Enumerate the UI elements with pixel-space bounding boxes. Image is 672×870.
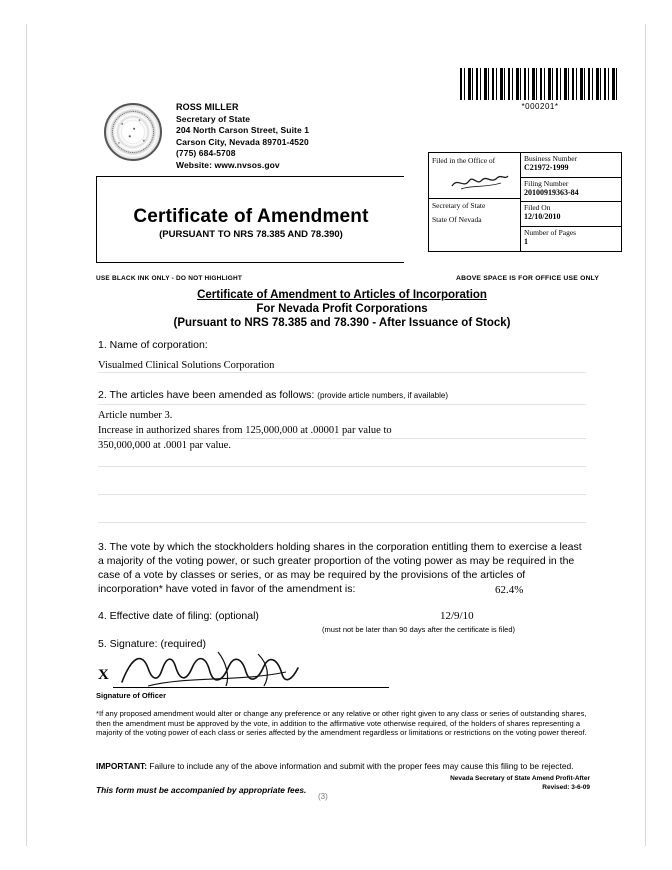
office-use-left	[429, 153, 521, 251]
amendment-line-3: 350,000,000 at .0001 par value.	[98, 440, 231, 451]
effective-date-value: 12/9/10	[440, 610, 474, 622]
form-heading-line-3: (Pursuant to NRS 78.385 and 78.390 - After Issuance of Stock)	[173, 317, 511, 329]
stray-page-mark: (3)	[318, 792, 328, 801]
state-of-nevada-label: State Of Nevada	[432, 215, 482, 224]
filing-number-label: Filing Number	[524, 178, 569, 188]
fees-note: This form must be accompanied by appropriate fees.	[96, 785, 307, 795]
filed-on-label: Filed On	[524, 203, 551, 212]
address-line-1: 204 North Carson Street, Suite 1	[176, 125, 310, 135]
officer-signature	[118, 646, 398, 692]
item-4-label: 4. Effective date of filing: (optional)	[98, 610, 259, 622]
state-seal-icon	[104, 103, 162, 161]
seal-texture	[106, 105, 160, 159]
ink-instruction-note: USE BLACK INK ONLY - DO NOT HIGHLIGHT	[96, 275, 243, 282]
item-2-label: 2. The articles have been amended as follows:	[98, 389, 315, 401]
number-of-pages-value: 1	[524, 236, 528, 246]
office-use-box	[428, 152, 622, 252]
guide-line	[98, 494, 586, 495]
title-rule-top	[96, 176, 404, 177]
form-heading-line-1: Certificate of Amendment to Articles of Incorporation	[197, 289, 487, 301]
item-5-label: 5. Signature: (required)	[98, 638, 206, 650]
guide-line	[98, 438, 586, 439]
document-subtitle: (PURSUANT TO NRS 78.385 AND 78.390)	[159, 229, 343, 240]
barcode-bars	[460, 68, 620, 100]
important-notice	[96, 761, 590, 772]
filing-number-value: 20100919363-84	[524, 187, 579, 197]
item-1-label: 1. Name of corporation:	[98, 339, 208, 351]
form-heading-line-2: For Nevada Profit Corporations	[256, 303, 428, 315]
filing-field-row	[521, 153, 621, 178]
vote-percentage-value: 62.4%	[495, 584, 524, 596]
filing-field-row	[521, 227, 621, 252]
amendment-text	[98, 408, 392, 453]
website: Website: www.nvsos.gov	[176, 159, 280, 170]
important-label: IMPORTANT:	[96, 761, 148, 771]
guide-line	[98, 372, 586, 373]
office-left-divider	[429, 198, 520, 199]
office-use-note: ABOVE SPACE IS FOR OFFICE USE ONLY	[456, 275, 600, 282]
document-title: Certificate of Amendment	[133, 206, 369, 227]
item-3-text: 3. The vote by which the stockholders holding shares in the corporation entitling them to exercise a least a majority of the voting power, or such greater proportion of the voting power as may be required in the case of a vote by classes or series, or as may be required by the provisions of the articles of incorporation* have voted in favor of the amendment is:	[98, 541, 582, 595]
phone-number: (775) 684-5708	[176, 148, 236, 158]
signature-line	[113, 687, 389, 688]
page-edge-left	[26, 24, 27, 846]
officer-name: ROSS MILLER	[176, 102, 239, 112]
address-line-2: Carson City, Nevada 89701-4520	[176, 136, 309, 147]
amendment-line-1: Article number 3.	[98, 410, 173, 421]
filed-in-office-of-label: Filed in the Office of	[432, 156, 496, 165]
number-of-pages-label: Number of Pages	[524, 227, 577, 237]
item-2-row	[98, 388, 448, 403]
item-4-note: (must not be later than 90 days after the certificate is filed)	[322, 625, 516, 634]
revision-block	[448, 775, 590, 792]
agency-block	[176, 102, 309, 171]
revision-line-1: Nevada Secretary of State Amend Profit-After	[450, 775, 590, 782]
guide-line	[98, 404, 586, 405]
signature-caption: Signature of Officer	[96, 691, 167, 700]
item-2-hint: (provide article numbers, if available)	[317, 391, 449, 400]
signature-x-marker: X	[98, 667, 109, 683]
filing-officer-signature	[451, 169, 509, 193]
title-rule-bottom	[96, 262, 404, 263]
page-edge-right	[645, 24, 646, 846]
barcode	[460, 68, 620, 100]
guide-line	[98, 466, 586, 467]
amendment-line-2: Increase in authorized shares from 125,000,000 at .00001 par value to	[98, 425, 392, 436]
filing-field-row	[521, 202, 621, 227]
filed-on-value: 12/10/2010	[524, 212, 561, 221]
guide-line	[98, 522, 586, 523]
business-number-value: C21972-1999	[524, 163, 569, 172]
office-use-right	[521, 153, 621, 251]
business-number-label: Business Number	[524, 154, 578, 163]
office-title: Secretary of State	[176, 113, 251, 124]
secretary-of-state-label: Secretary of State	[432, 201, 486, 210]
barcode-number: *000201*	[521, 102, 559, 111]
footnote-text: *If any proposed amendment would alter or change any preference or any relative or other right given to any class or series of outstanding shares, then the amendment must be approved by the vote, in addition to the affirmative vote otherwise required, of the holders of shares representing a majority of the voting power of each class or series affected by the amendment regardless or limitations or restrictions on the voting power thereof.	[96, 709, 587, 738]
important-text: Failure to include any of the above information and submit with the proper fees may cause this filing to be rejected.	[147, 761, 574, 771]
revision-line-2: Revised: 3-6-09	[542, 783, 590, 791]
corporation-name-value: Visualmed Clinical Solutions Corporation	[98, 360, 275, 371]
filing-field-row	[521, 178, 621, 203]
